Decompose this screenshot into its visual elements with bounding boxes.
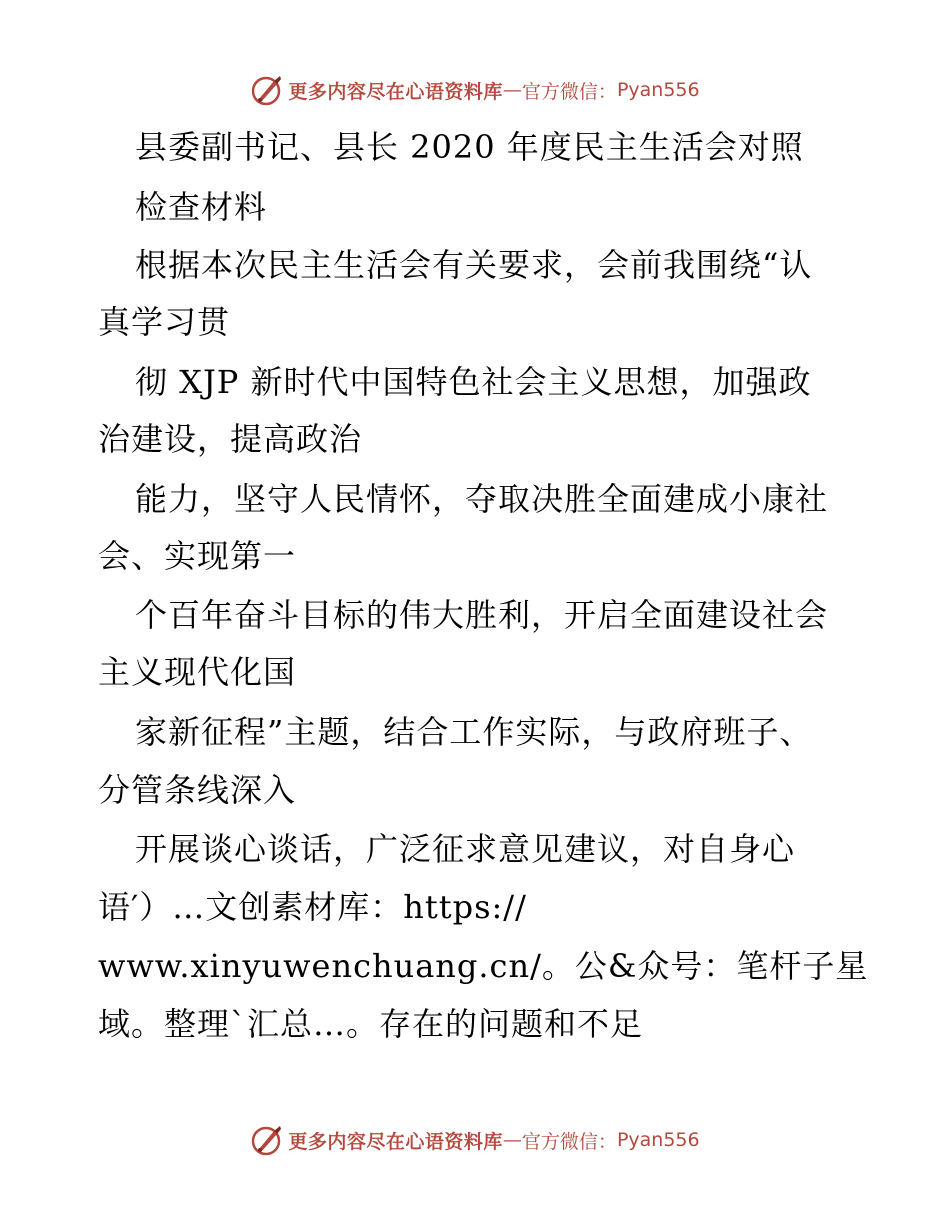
doc-paragraph-line: 域。整理`汇总…。存在的问题和不足 xyxy=(98,1005,644,1043)
banner-wechat-label: 官方微信： xyxy=(521,80,617,103)
doc-paragraph-line: 个百年奋斗目标的伟大胜利，开启全面建设社会 xyxy=(135,596,829,634)
doc-paragraph-line: 分管条线深入 xyxy=(98,771,297,809)
banner-wechat-id: Pyan556 xyxy=(616,1129,700,1151)
footer-banner xyxy=(0,1120,950,1160)
doc-paragraph-line: 真学习贯 xyxy=(98,303,231,341)
doc-title-line-2: 检查材料 xyxy=(135,188,268,226)
doc-paragraph-line: 语′）…文创素材库：https:// xyxy=(98,888,527,926)
quill-pen-logo-icon xyxy=(250,73,284,107)
doc-paragraph-line: 治建设，提高政治 xyxy=(98,420,363,458)
banner-wechat-label: 官方微信： xyxy=(521,1130,617,1153)
doc-paragraph-line: 根据本次民主生活会有关要求，会前我围绕“认 xyxy=(135,246,813,284)
doc-paragraph-line: 能力，坚守人民情怀，夺取决胜全面建成小康社 xyxy=(135,480,829,518)
banner-separator: — xyxy=(502,79,522,101)
banner-title: 更多内容尽在心语资料库 xyxy=(288,80,503,103)
doc-paragraph-line: 主义现代化国 xyxy=(98,653,297,691)
doc-paragraph-line: www.xinyuwenchuang.cn/。公&众号：笔杆子星 xyxy=(98,947,869,985)
doc-paragraph-line: 家新征程”主题，结合工作实际，与政府班子、 xyxy=(135,713,813,751)
banner-title: 更多内容尽在心语资料库 xyxy=(288,1130,503,1153)
header-banner xyxy=(0,70,950,110)
banner-wechat-id: Pyan556 xyxy=(616,79,700,101)
quill-pen-logo-icon xyxy=(250,1123,284,1157)
doc-paragraph-line: 会、实现第一 xyxy=(98,537,297,575)
banner-separator: — xyxy=(502,1129,522,1151)
doc-title-line-1: 县委副书记、县长 2020 年度民主生活会对照 xyxy=(135,128,804,166)
doc-paragraph-line: 彻 XJP 新时代中国特色社会主义思想，加强政 xyxy=(135,363,812,401)
doc-paragraph-line: 开展谈心谈话，广泛征求意见建议，对自身心 xyxy=(135,830,796,868)
